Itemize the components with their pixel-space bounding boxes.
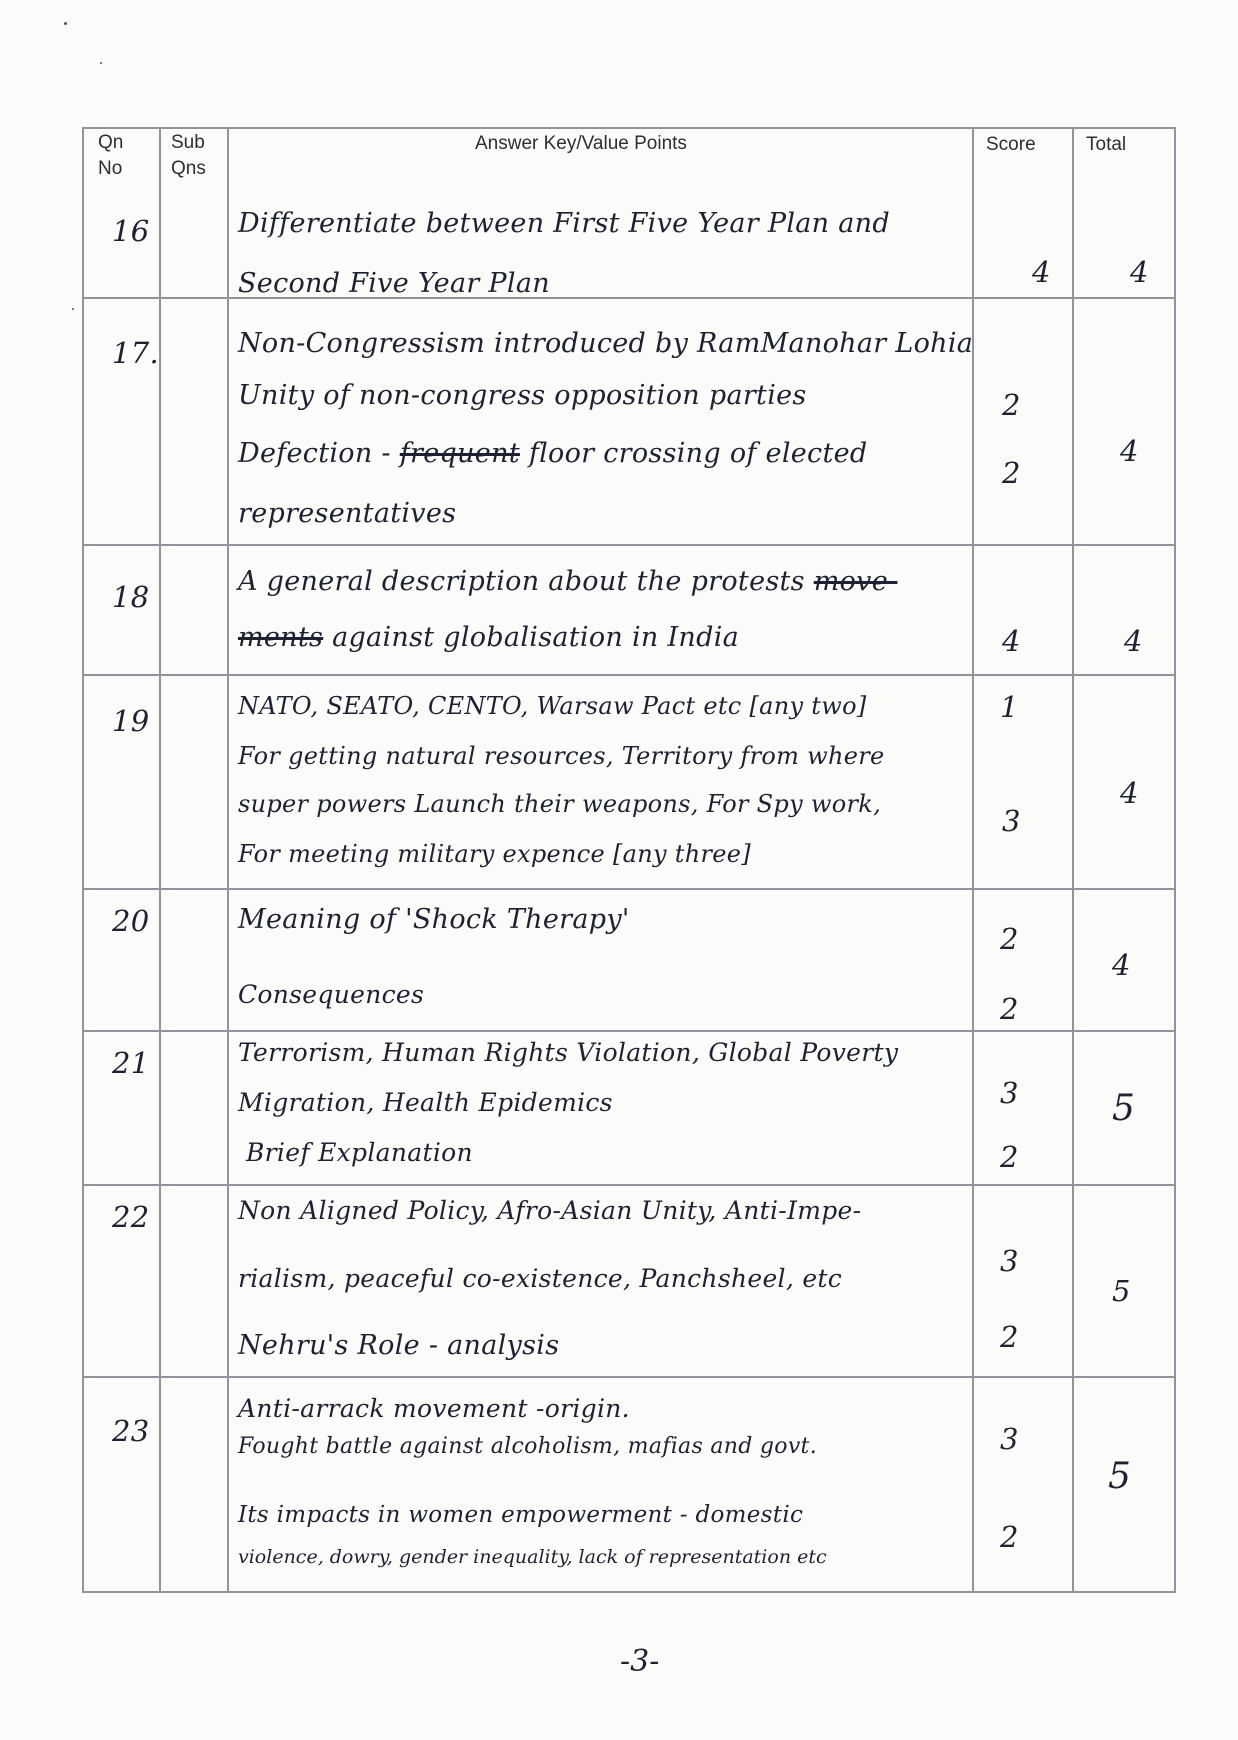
answer-line: Brief Explanation: [246, 1138, 473, 1167]
scan-speck: [64, 22, 67, 25]
answer-line: Consequences: [238, 980, 425, 1009]
row-divider: [82, 544, 1176, 546]
page-number: -3-: [620, 1644, 660, 1679]
question-number: 16: [112, 214, 150, 248]
total-value: 5: [1112, 1088, 1136, 1129]
score-value: 4: [1002, 624, 1021, 658]
score-value: 2: [1000, 992, 1019, 1026]
score-value: 3: [1002, 804, 1021, 838]
score-value: 2: [1002, 456, 1021, 490]
answer-text: A general description about the protests: [238, 566, 805, 597]
answer-line: violence, dowry, gender inequality, lack of representation etc: [238, 1546, 827, 1568]
header-total: Total: [1086, 134, 1127, 155]
answer-text: against globalisation in India: [332, 622, 740, 653]
score-value: 4: [1032, 255, 1051, 289]
answer-line: super powers Launch their weapons, For Spy work,: [238, 790, 882, 818]
answer-line: [238, 438, 867, 469]
question-number: 17.: [112, 336, 160, 370]
score-value: 2: [1000, 1140, 1019, 1174]
answer-line: rialism, peaceful co-existence, Panchsheel, etc: [238, 1264, 843, 1293]
answer-line: Unity of non-congress opposition parties: [238, 380, 807, 411]
answer-line: NATO, SEATO, CENTO, Warsaw Pact etc [any two]: [238, 692, 867, 720]
answer-line: representatives: [238, 498, 457, 529]
answer-line: Migration, Health Epidemics: [238, 1088, 613, 1117]
header-sub-qns: Sub Qns: [171, 132, 206, 179]
score-value: 2: [1000, 1520, 1019, 1554]
row-divider: [82, 1376, 1176, 1378]
table-left-border: [82, 127, 84, 1593]
score-value: 2: [1000, 922, 1019, 956]
column-divider: [1072, 127, 1074, 1593]
table-top-border: [82, 127, 1176, 129]
table-bottom-border: [82, 1591, 1176, 1593]
answer-text: floor crossing of elected: [528, 438, 868, 469]
row-divider: [82, 1030, 1176, 1032]
answer-line: Its impacts in women empowerment - domestic: [238, 1502, 804, 1528]
answer-line: Terrorism, Human Rights Violation, Global Poverty: [238, 1038, 899, 1067]
total-value: 5: [1112, 1274, 1131, 1308]
header-score: Score: [986, 134, 1036, 155]
answer-line: Non-Congressism introduced by RamManohar Lohia: [238, 328, 974, 359]
answer-line: Meaning of 'Shock Therapy': [238, 904, 630, 935]
total-value: 4: [1112, 948, 1131, 982]
column-divider: [227, 127, 229, 1593]
answer-line: Nehru's Role - analysis: [238, 1330, 560, 1361]
question-number: 23: [112, 1414, 150, 1448]
answer-text: Defection -: [238, 438, 391, 469]
total-value: 4: [1124, 624, 1143, 658]
header-qn-no: Qn No: [98, 132, 124, 179]
answer-line: [238, 566, 897, 597]
question-number: 22: [112, 1200, 150, 1234]
score-value: 3: [1000, 1076, 1019, 1110]
score-value: 3: [1000, 1422, 1019, 1456]
score-value: 2: [1000, 1320, 1019, 1354]
scan-speck: [72, 308, 74, 310]
question-number: 19: [112, 704, 150, 738]
header-answer-key: Answer Key/Value Points: [475, 133, 687, 154]
row-divider: [82, 888, 1176, 890]
question-number: 18: [112, 580, 150, 614]
answer-line: Differentiate between First Five Year Plan and: [238, 208, 890, 239]
scan-speck: [100, 62, 102, 64]
answer-line: [238, 622, 739, 653]
question-number: 21: [112, 1046, 150, 1080]
answer-line: For meeting military expence [any three]: [238, 840, 751, 868]
score-value: 3: [1000, 1244, 1019, 1278]
table-right-border: [1174, 127, 1176, 1593]
score-value: 2: [1002, 388, 1021, 422]
struck-out-word: frequent: [399, 438, 520, 469]
struck-out-word: ments: [238, 622, 324, 653]
row-divider: [82, 1184, 1176, 1186]
answer-line: Non Aligned Policy, Afro-Asian Unity, Anti-Impe-: [238, 1196, 862, 1225]
answer-line: For getting natural resources, Territory from where: [238, 742, 885, 770]
answer-line: Fought battle against alcoholism, mafias and govt.: [238, 1434, 817, 1459]
score-value: 1: [1000, 690, 1019, 724]
question-number: 20: [112, 904, 150, 938]
total-value: 5: [1108, 1456, 1132, 1497]
row-divider: [82, 674, 1176, 676]
column-divider: [159, 127, 161, 1593]
total-value: 4: [1120, 776, 1139, 810]
struck-out-word: move-: [813, 566, 898, 597]
answer-line: Second Five Year Plan: [238, 268, 550, 299]
total-value: 4: [1120, 434, 1139, 468]
answer-line: Anti-arrack movement -origin.: [238, 1394, 630, 1423]
total-value: 4: [1130, 255, 1149, 289]
